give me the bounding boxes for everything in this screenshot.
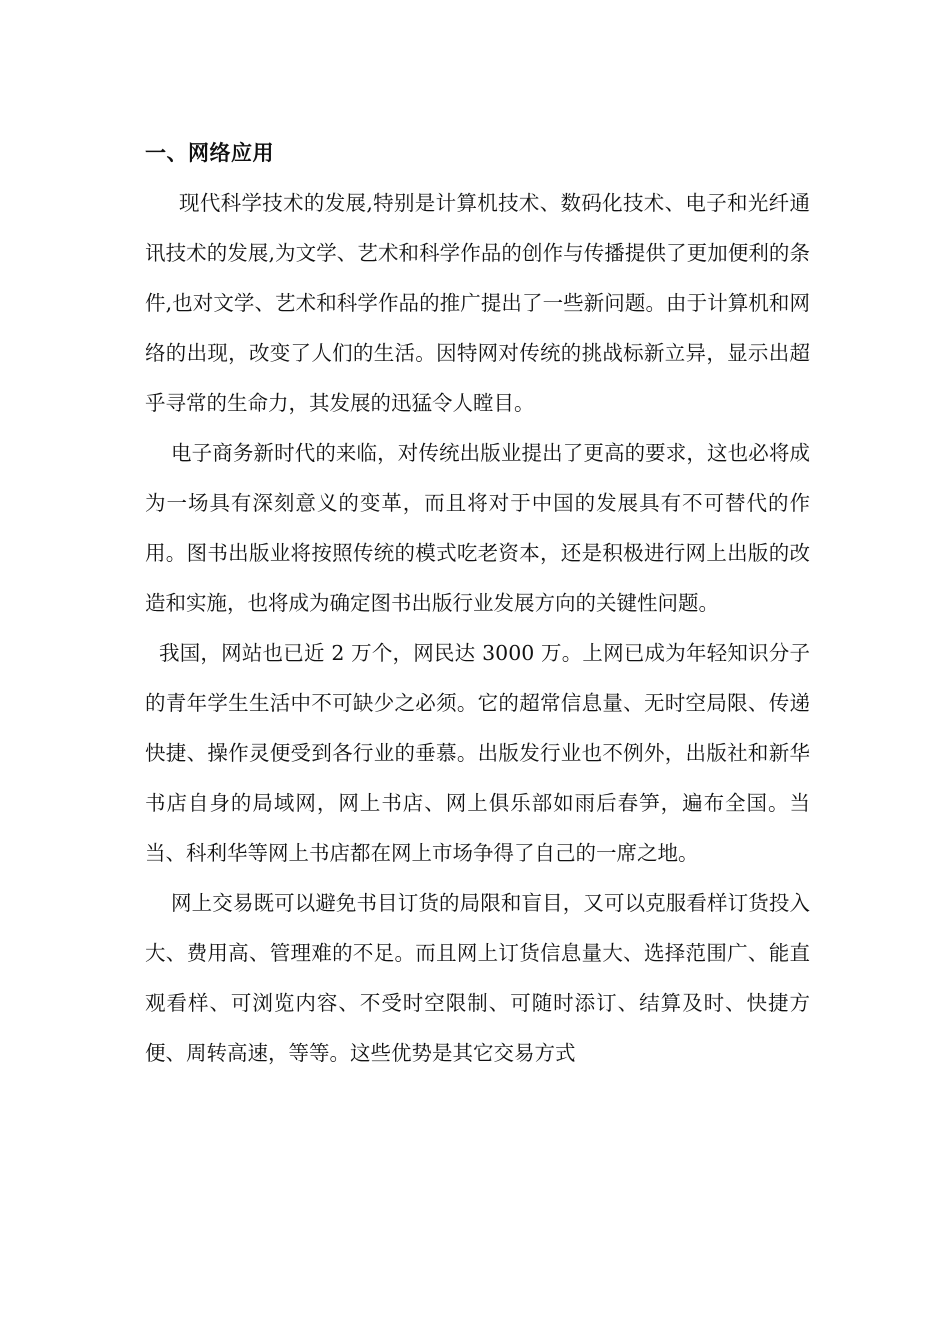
paragraph-online-trade: 网上交易既可以避免书目订货的局限和盲目，又可以克服看样订货投入大、费用高、管理难的不足。而且网上订货信息量大、选择范围广、能直观看样、可浏览内容、不受时空限制、可随时添订、结算及时、快捷方便、周转高速，等等。这些优势是其它交易方式	[145, 891, 810, 1065]
paragraph-ecommerce: 电子商务新时代的来临，对传统出版业提出了更高的要求，这也必将成为一场具有深刻意义的变革，而且将对于中国的发展具有不可替代的作用。图书出版业将按照传统的模式吃老资本，还是积极进行网上出版的改造和实施，也将成为确定图书出版行业发展方向的关键性问题。	[145, 441, 810, 615]
document-body	[145, 128, 810, 1078]
paragraph-intro: 现代科学技术的发展,特别是计算机技术、数码化技术、电子和光纤通讯技术的发展,为文学、艺术和科学作品的创作与传播提供了更加便利的条件,也对文学、艺术和科学作品的推广提出了一些新问题。由于计算机和网络的出现，改变了人们的生活。因特网对传统的挑战标新立异，显示出超乎寻常的生命力，其发展的迅猛令人瞠目。	[145, 191, 810, 415]
paragraph-china-websites: 我国，网站也已近 2 万个，网民达 3000 万。上网已成为年轻知识分子的青年学生生活中不可缺少之必须。它的超常信息量、无时空局限、传递快捷、操作灵便受到各行业的垂慕。出版发行业也不例外，出版社和新华书店自身的局域网，网上书店、网上俱乐部如雨后春笋，遍布全国。当当、科利华等网上书店都在网上市场争得了自己的一席之地。	[145, 641, 810, 865]
section-heading: 一、网络应用	[145, 141, 274, 165]
